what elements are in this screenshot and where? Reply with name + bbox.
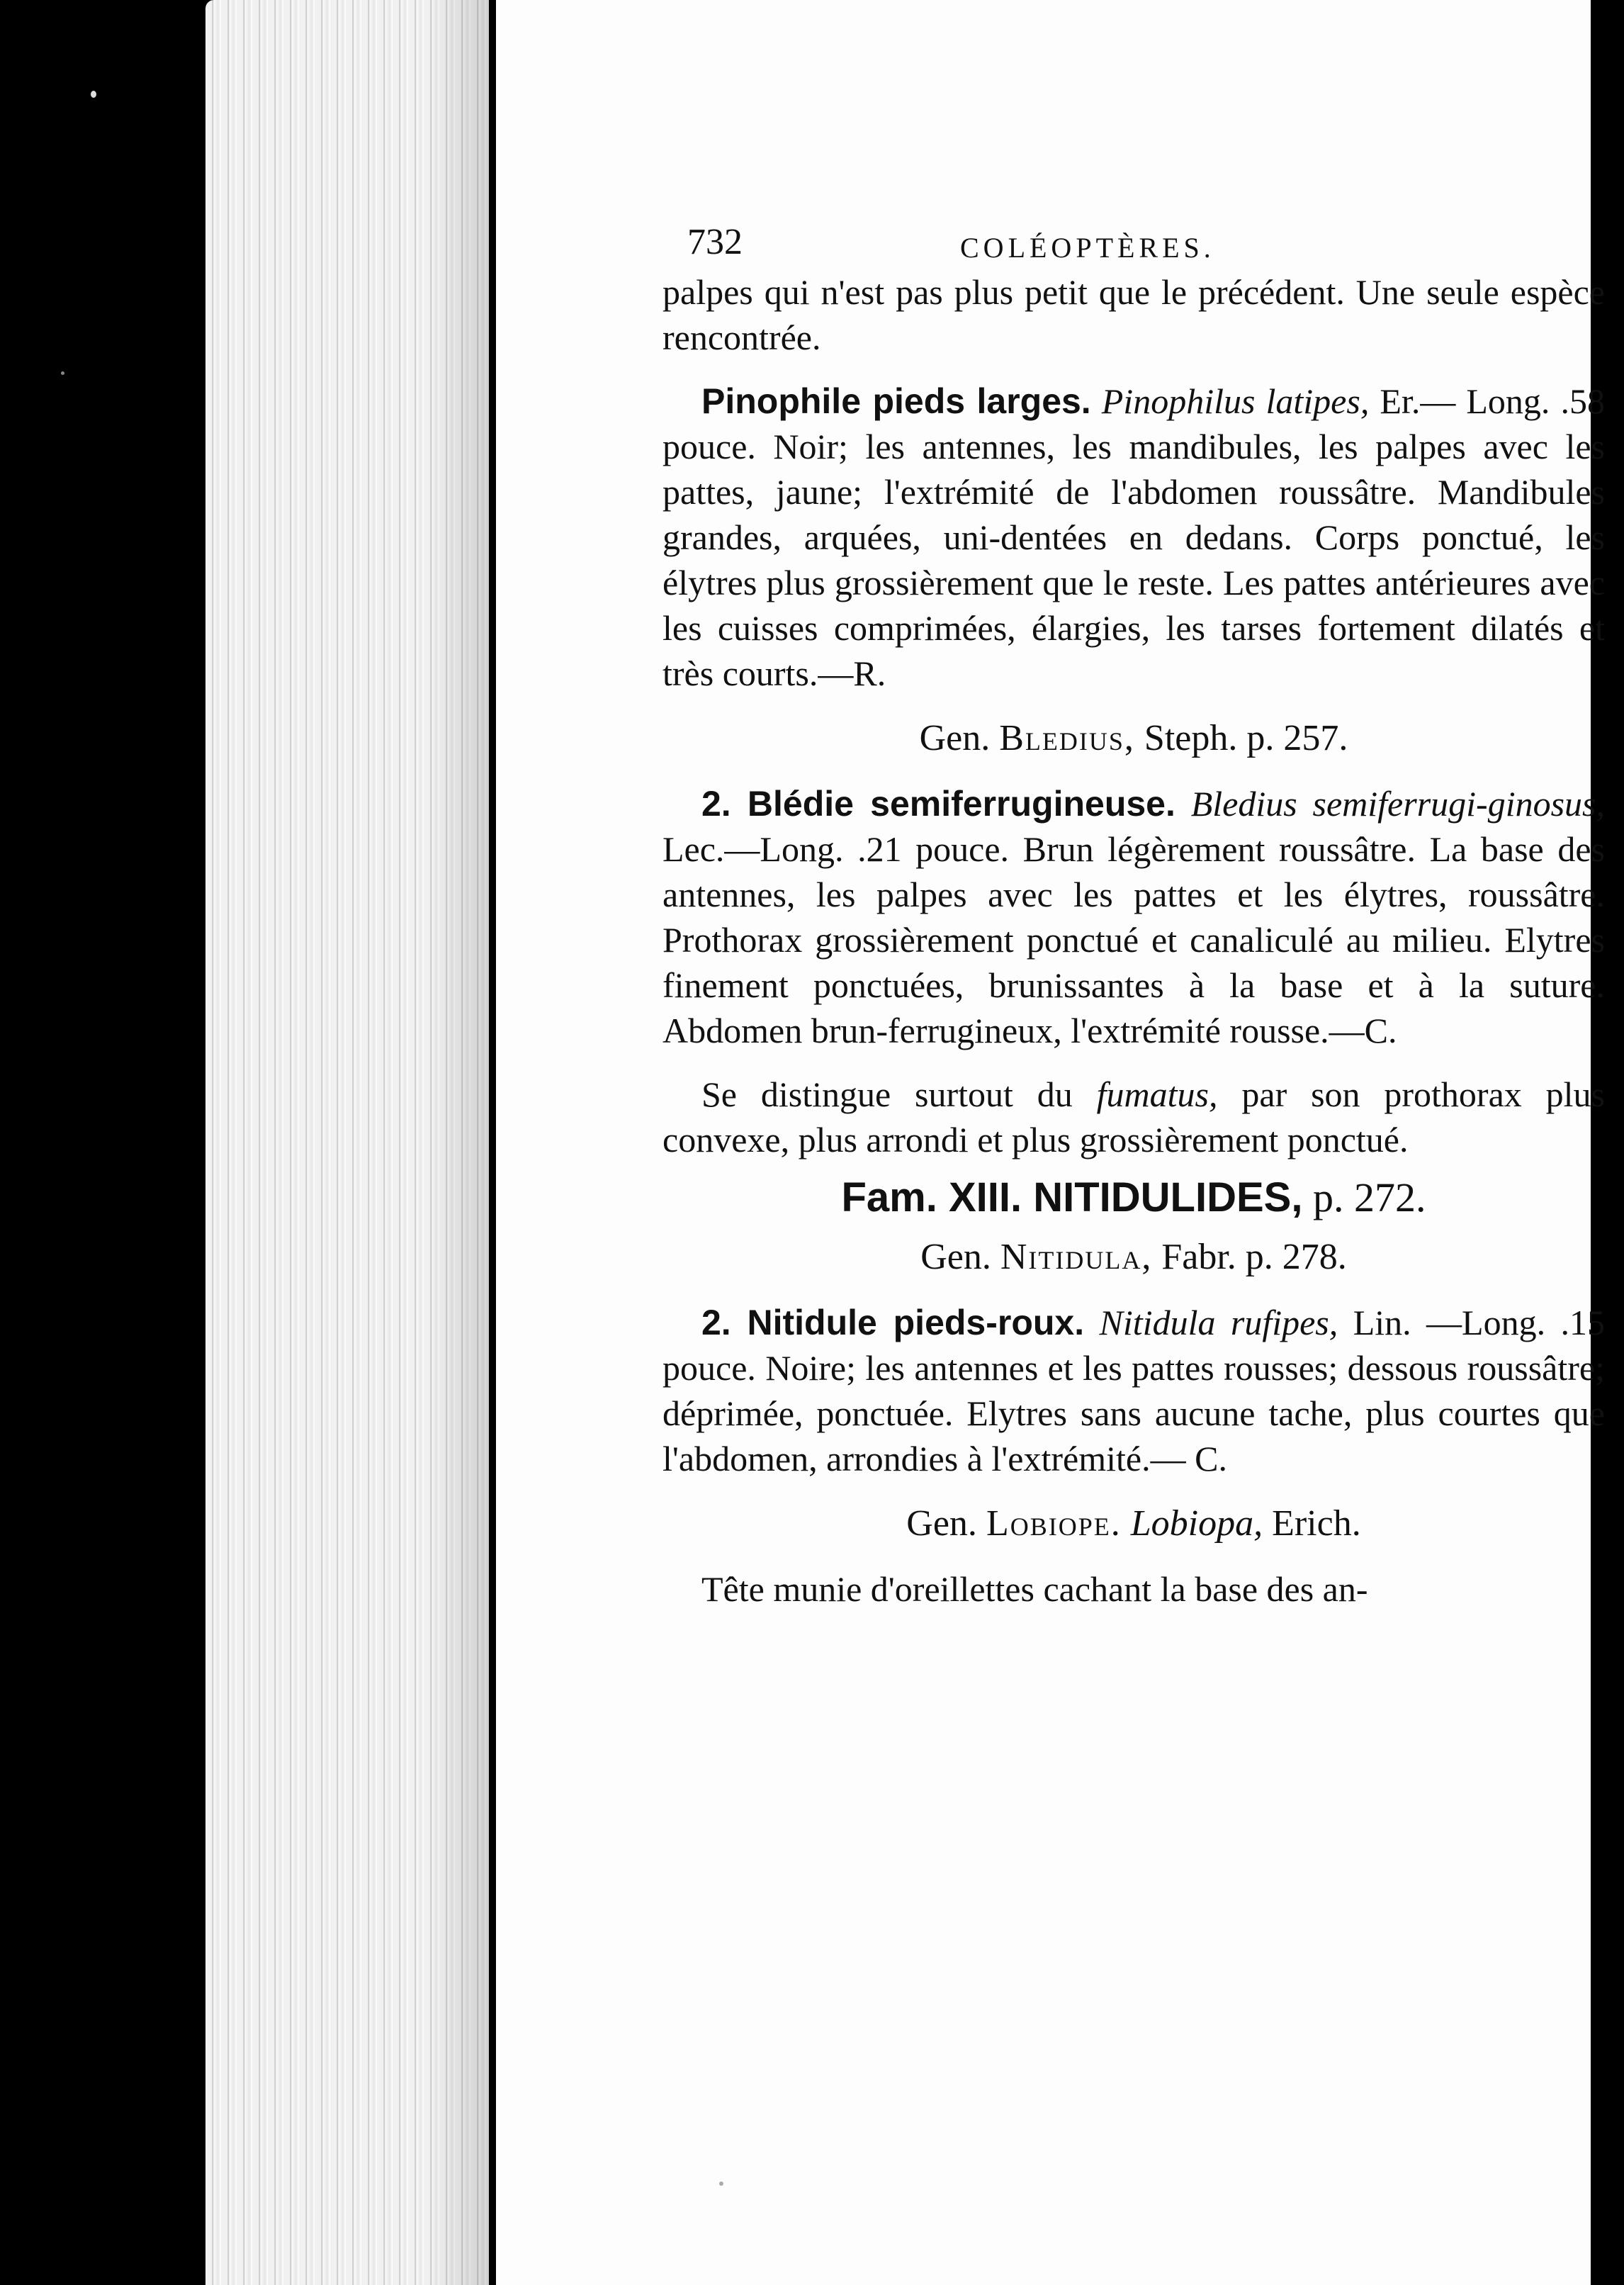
genus-name: Lobiope. <box>986 1503 1122 1544</box>
genus-prefix: Gen. <box>920 1237 1000 1277</box>
running-head <box>662 206 1605 269</box>
note-text: Se distingue surtout du <box>701 1074 1097 1114</box>
note-text: par son prothorax plus convexe, plus arrondi et plus grossièrement ponctué. <box>662 1074 1605 1160</box>
latin-name: Pinophilus latipes, <box>1101 381 1370 421</box>
page-text <box>662 206 1605 1612</box>
genus-name: Bledius, <box>999 718 1135 758</box>
species-entry-bledius <box>662 781 1605 1053</box>
genus-reference: Fabr. p. 278. <box>1152 1237 1347 1277</box>
species-entry-nitidula <box>662 1300 1605 1481</box>
latin-name: Lobiopa, <box>1121 1503 1263 1544</box>
running-head-title: COLÉOPTÈRES. <box>960 232 1215 264</box>
dust-speck <box>91 91 96 98</box>
genus-heading-bledius <box>662 716 1605 761</box>
paragraph-continuation: palpes qui n'est pas plus petit que le précédent. Une seule espèce rencontrée. <box>662 272 1605 357</box>
family-reference: p. 272. <box>1302 1174 1426 1220</box>
family-heading <box>662 1175 1605 1220</box>
species-description: Lec.—Long. .21 pouce. Brun légèrement roussâtre. La base des antennes, les palpes avec les pattes et les élytres, roussâtre. Prothorax grossièrement ponctué et canaliculé au milieu. Elytres finement ponctuées, brunissantes à la base et à la suture. Abdomen brun-ferrugineux, l'extrémité rousse.—C. <box>662 829 1605 1050</box>
species-entry-pinophilus <box>662 378 1605 696</box>
family-name: Fam. XIII. NITIDULIDES, <box>841 1174 1303 1220</box>
dust-speck <box>719 2182 723 2186</box>
genus-heading-nitidula <box>662 1235 1605 1280</box>
genus-reference: Erich. <box>1263 1503 1361 1544</box>
genus-prefix: Gen. <box>906 1503 986 1544</box>
species-description: Lin. —Long. .15 pouce. Noire; les antennes et les pattes rousses; dessous roussâtre; déprimée, ponctuée. Elytres sans aucune tache, plus courtes que l'abdomen, arrondies à l'extrémité.— C. <box>662 1303 1606 1478</box>
species-name: Pinophile pieds larges. <box>701 381 1091 421</box>
note-paragraph <box>662 1072 1605 1162</box>
latin-name: fumatus, <box>1096 1074 1218 1114</box>
genus-prefix: Gen. <box>919 718 1000 758</box>
latin-name: Nitidula rufipes, <box>1099 1303 1338 1342</box>
genus-name: Nitidula, <box>1000 1237 1153 1277</box>
genus-heading-lobiope <box>662 1501 1605 1546</box>
genus-description: Tête munie d'oreillettes cachant la base des an- <box>701 1569 1368 1609</box>
species-description: Er.— Long. .58 pouce. Noir; les antennes, les mandibules, les palpes avec les pattes, jaune; l'extrémité de l'abdomen roussâtre. Mandibules grandes, arquées, uni-dentées en dedans. Corps ponctué, les élytres plus grossièrement que le reste. Les pattes antérieures avec les cuisses comprimées, élargies, les tarses fortement dilatés et très courts.—R. <box>662 381 1605 693</box>
page-number: 732 <box>687 222 743 262</box>
latin-name: Bledius semiferrugi-ginosus, <box>1190 784 1606 824</box>
dust-speck <box>61 371 64 375</box>
genus-reference: Steph. p. 257. <box>1134 718 1348 758</box>
species-name: 2. Blédie semiferrugineuse. <box>701 784 1175 824</box>
species-name: 2. Nitidule pieds-roux. <box>701 1303 1085 1342</box>
